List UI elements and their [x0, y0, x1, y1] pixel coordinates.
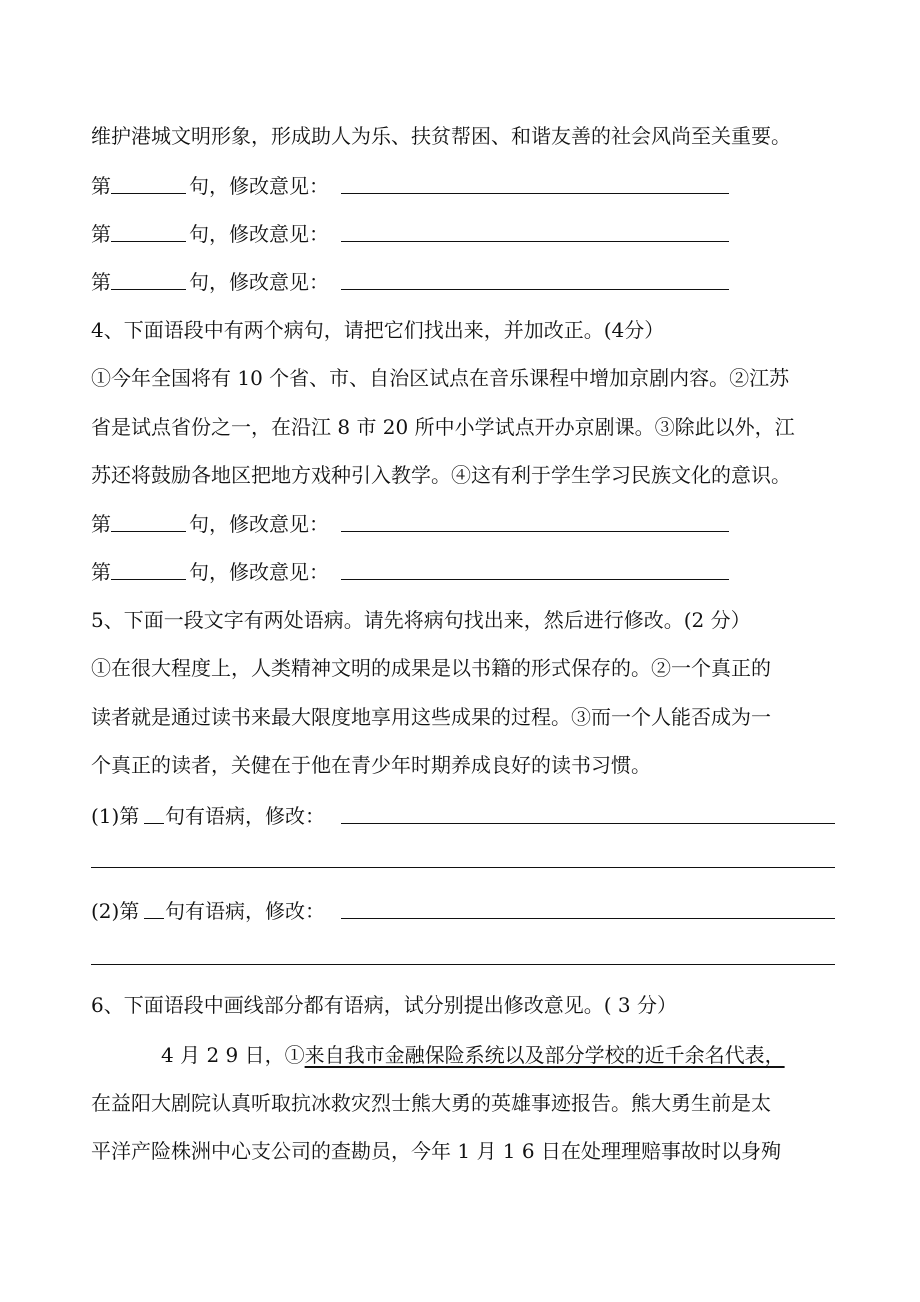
q3-row-prefix: 第 [91, 270, 111, 294]
q3-revision-blank[interactable] [341, 241, 729, 242]
q3-row-label: 句，修改意见： [189, 174, 329, 198]
q4-answer-row [91, 512, 329, 536]
q5-row-label: 句有语病，修改： [165, 804, 325, 828]
q6-passage-line: 在益阳大剧院认真听取抗冰救灾烈士熊大勇的英雄事迹报告。熊大勇生前是太 [91, 1091, 771, 1115]
q5-passage-line: 个真正的读者，关健在于他在青少年时期养成良好的读书习惯。 [91, 753, 651, 777]
q3-answer-row [91, 270, 329, 294]
q3-sentence-number-blank[interactable] [111, 241, 186, 242]
q3-row-prefix: 第 [91, 222, 111, 246]
q5-extra-answer-line[interactable] [91, 964, 835, 965]
q4-sentence-number-blank[interactable] [111, 579, 186, 580]
q5-answer-row [91, 804, 325, 828]
q4-passage-line: 苏还将鼓励各地区把地方戏种引入教学。④这有利于学生学习民族文化的意识。 [91, 463, 791, 487]
q3-row-label: 句，修改意见： [189, 222, 329, 246]
q5-sentence-number-blank[interactable] [144, 918, 164, 919]
q6-passage-first-line [161, 1043, 785, 1067]
q4-row-label: 句，修改意见： [189, 512, 329, 536]
q4-row-prefix: 第 [91, 560, 111, 584]
q4-answer-row [91, 560, 329, 584]
q3-row-label: 句，修改意见： [189, 270, 329, 294]
q5-title: 5、下面一段文字有两处语病。请先将病句找出来，然后进行修改。(2 分） [91, 608, 751, 632]
q3-row-prefix: 第 [91, 174, 111, 198]
q3-sentence-number-blank[interactable] [111, 289, 186, 290]
q5-passage-line: ①在很大程度上，人类精神文明的成果是以书籍的形式保存的。②一个真正的 [91, 656, 771, 680]
q5-row-prefix: (2)第 [91, 899, 140, 923]
q3-answer-row [91, 174, 329, 198]
q5-revision-blank[interactable] [341, 918, 835, 919]
q5-answer-row [91, 899, 325, 923]
q5-passage-line: 读者就是通过读书来最大限度地享用这些成果的过程。③而一个人能否成为一 [91, 705, 771, 729]
q5-row-prefix: (1)第 [91, 804, 140, 828]
q4-revision-blank[interactable] [341, 531, 729, 532]
q6-underlined-sentence: 来自我市金融保险系统以及部分学校的近千余名代表， [304, 1043, 785, 1067]
q4-row-prefix: 第 [91, 512, 111, 536]
q5-row-label: 句有语病，修改： [165, 899, 325, 923]
q6-date-prefix: 4 月 2 9 日，① [161, 1043, 305, 1067]
q3-revision-blank[interactable] [341, 193, 729, 194]
q5-extra-answer-line[interactable] [91, 867, 835, 868]
q4-passage-line: ①今年全国将有 10 个省、市、自治区试点在音乐课程中增加京剧内容。②江苏 [91, 366, 790, 390]
q3-revision-blank[interactable] [341, 289, 729, 290]
q4-title: 4、下面语段中有两个病句，请把它们找出来，并加改正。(4分） [91, 318, 665, 342]
q5-revision-blank[interactable] [341, 823, 835, 824]
q6-passage-line: 平洋产险株洲中心支公司的查勘员，今年 1 月 1 6 日在处理理赔事故时以身殉 [91, 1139, 781, 1163]
q4-row-label: 句，修改意见： [189, 560, 329, 584]
q3-sentence-number-blank[interactable] [111, 193, 186, 194]
q4-revision-blank[interactable] [341, 579, 729, 580]
q3-answer-row [91, 222, 329, 246]
q4-passage-line: 省是试点省份之一，在沿江 8 市 20 所中小学试点开办京剧课。③除此以外，江 [91, 415, 795, 439]
q4-sentence-number-blank[interactable] [111, 531, 186, 532]
q3-text-line: 维护港城文明形象，形成助人为乐、扶贫帮困、和谐友善的社会风尚至关重要。 [91, 124, 791, 148]
q5-sentence-number-blank[interactable] [144, 823, 164, 824]
q6-title: 6、下面语段中画线部分都有语病，试分别提出修改意见。( 3 分） [91, 993, 677, 1017]
